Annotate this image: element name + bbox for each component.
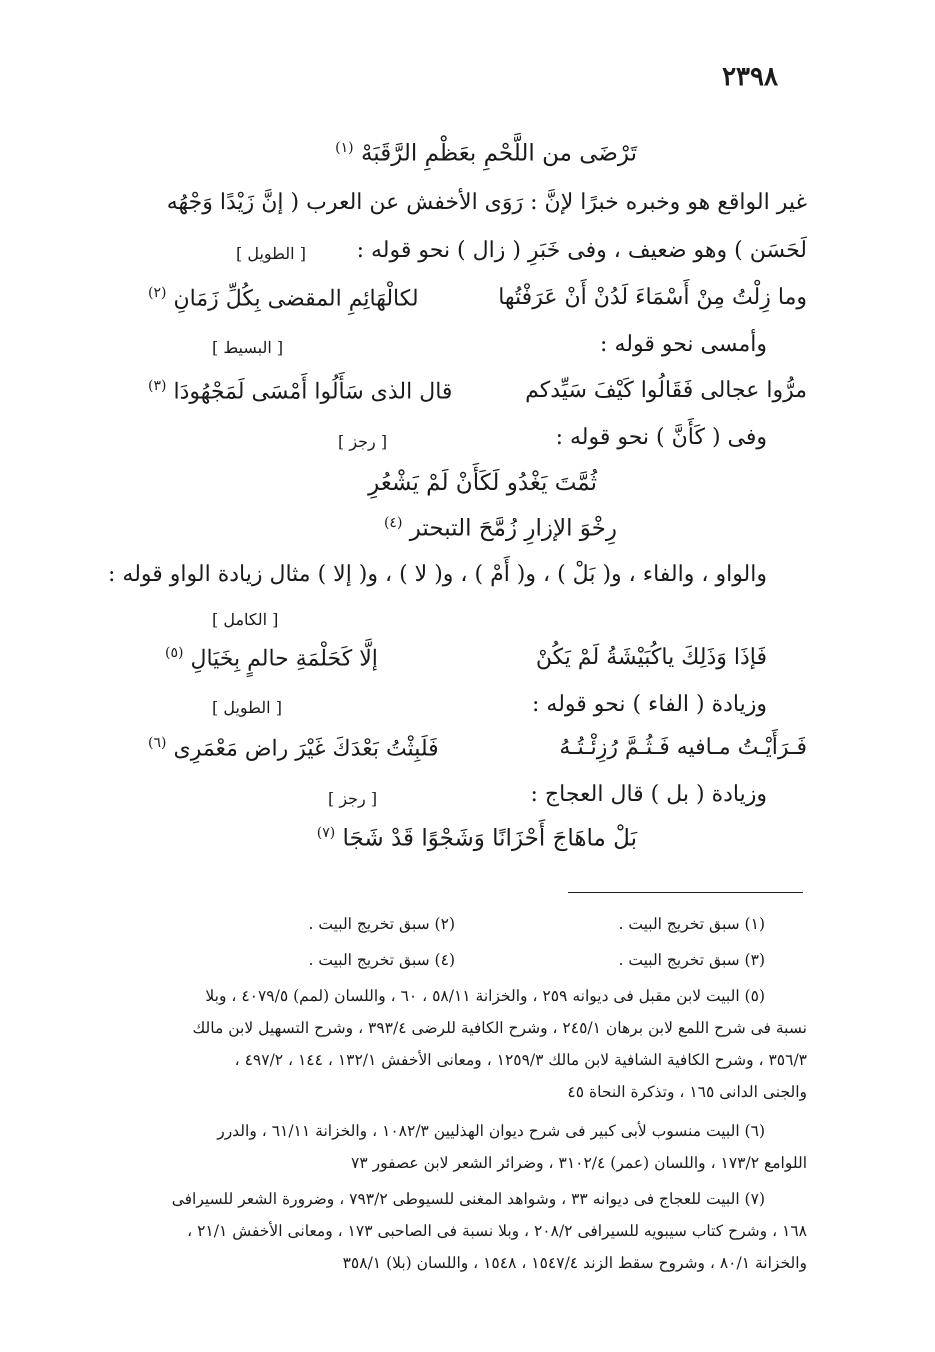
footnote-2: (٢) سبق تخريج البيت . [308,915,455,933]
footnote-ref: (٦) [148,735,167,751]
prose-line-13: وزيادة ( الفاء ) نحو قوله : [532,692,767,717]
meter-label: [ الطويل ] [212,698,282,717]
verse-text: قال الذى سَأَلُوا أَمْسَى لَمَجْهُودَا [173,379,453,405]
footnote-1: (١) سبق تخريج البيت . [618,915,765,933]
footnote-separator [568,892,803,893]
meter-label: [ رجز ] [328,789,378,808]
verse-hemistich-left [148,285,419,311]
verse-hemistich-right: مرُّوا عجالى فَقَالُوا كَيْفَ سَيِّدكم [525,378,807,403]
footnote-7-line-1: (٧) البيت للعجاج فى ديوانه ٣٣ ، وشواهد المغنى للسيوطى ٧٩٣/٢ ، وضرورة الشعر للسيرافى [171,1190,765,1208]
verse-hemistich-right: فَـرَأَيْـتُ مـافيه فَـثُـمَّ رُزِئْـتُـهُ [559,735,807,760]
meter-label: [ البسيط ] [212,338,284,357]
verse-line-9 [384,515,617,542]
prose-line-15: وزيادة ( بل ) قال العجاج : [530,782,767,807]
verse-line-8: ثُمَّتَ يَغْدُو لَكَأَنْ لَمْ يَشْعُرِ [368,470,597,496]
meter-label: [ رجز ] [338,432,388,451]
page-number: ٢٣٩٨ [722,62,778,92]
footnote-ref: (٧) [316,825,336,841]
verse-hemistich-left [148,735,439,761]
verse-line-16 [317,825,637,852]
footnote-ref: (١) [335,140,354,156]
footnote-5-line-4: والجنى الدانى ١٦٥ ، وتذكرة النحاة ٤٥ [567,1083,807,1101]
footnote-7-line-3: والخزانة ٨٠/١ ، وشروح سقط الزند ١٥٤٧/٤ ، ١٥٤٨ ، واللسان (بلا) ٣٥٨/١ [342,1254,807,1272]
prose-line-7: وفى ( كَأَنَّ ) نحو قوله : [555,425,767,450]
verse-text: لكالْهَائِمِ المقضى بِكُلِّ زَمَانِ [173,286,419,312]
footnote-3: (٣) سبق تخريج البيت . [618,951,765,969]
verse-text: فَلَبِثْتُ بَعْدَكَ غَيْرَ راض مَعْمَرِى [173,736,439,762]
verse-hemistich-left [165,645,378,671]
footnote-4: (٤) سبق تخريج البيت . [308,951,455,969]
footnote-7-line-2: ١٦٨ ، وشرح كتاب سيبويه للسيرافى ٢٠٨/٢ ، وبلا نسبة فى الصاحبى ١٧٣ ، ومعانى الأخفش ٢١/١ ، [187,1222,807,1240]
footnote-ref: (٥) [165,645,184,661]
footnote-ref: (٢) [148,285,167,301]
footnote-5-line-2: نسبة فى شرح اللمع لابن برهان ٢٤٥/١ ، وشرح الكافية للرضى ٣٩٣/٤ ، وشرح التسهيل لابن مالك [192,1019,807,1037]
prose-line-10: والواو ، والفاء ، و( بَلْ ) ، و( أَمْ ) ، و( لا ) ، و( إلا ) مثال زيادة الواو قوله : [108,562,767,587]
verse-text: بَلْ ماهَاجَ أَحْزَانًا وَشَجْوًا قَدْ شَجَا [342,825,637,852]
footnote-ref: (٣) [148,378,167,394]
prose-line-2: غير الواقع هو وخبره خبرًا لإنَّ : رَوَى الأخفش عن العرب ( إنَّ زَيْدًا وَجْهُه [166,190,807,215]
verse-text: رِخْوَ الإزارِ زُمَّحَ التبحتر [409,515,617,542]
footnote-ref: (٤) [383,515,403,531]
prose-line-3: لَحَسَن ) وهو ضعيف ، وفى خَبَرِ ( زال ) نحو قوله : [356,238,807,263]
verse-line-1 [335,140,637,167]
footnote-5-line-1: (٥) البيت لابن مقبل فى ديوانه ٢٥٩ ، والخزانة ٥٨/١١ ، ٦٠ ، واللسان (لمم) ٤٠٧٩/٥ ، وبلا [205,987,765,1005]
verse-text: إلَّا كَحَلْمَةِ حالمٍ بِخَيَالِ [190,646,378,672]
footnote-5-line-3: ٣٥٦/٣ ، وشرح الكافية الشافية لابن مالك ١٢٥٩/٣ ، ومعانى الأخفش ١٣٢/١ ، ١٤٤ ، ٤٩٧/٢ ، [234,1051,807,1069]
footnote-6-line-2: اللوامع ١٧٣/٢ ، واللسان (عمر) ٣١٠٢/٤ ، وضرائر الشعر لابن عصفور ٧٣ [351,1154,807,1172]
verse-text: تَرْضَى من اللَّحْمِ بعَظْمِ الرَّقَبَهْ [360,140,637,167]
meter-label: [ الكامل ] [212,610,279,629]
meter-label: [ الطويل ] [236,244,306,263]
verse-hemistich-right: وما زِلْتُ مِنْ أَسْمَاءَ لَدُنْ أَنْ عَرَفْتُها [498,285,807,310]
footnote-6-line-1: (٦) البيت منسوب لأبى كبير فى شرح ديوان الهذليين ١٠٨٢/٣ ، والخزانة ٦١/١١ ، والدرر [217,1122,765,1140]
verse-hemistich-left [148,378,452,404]
prose-line-5: وأمسى نحو قوله : [600,332,767,357]
verse-hemistich-right: فَإذَا وَذَلِكَ ياكُبَيْشَةُ لَمْ يَكُنْ [535,645,767,670]
